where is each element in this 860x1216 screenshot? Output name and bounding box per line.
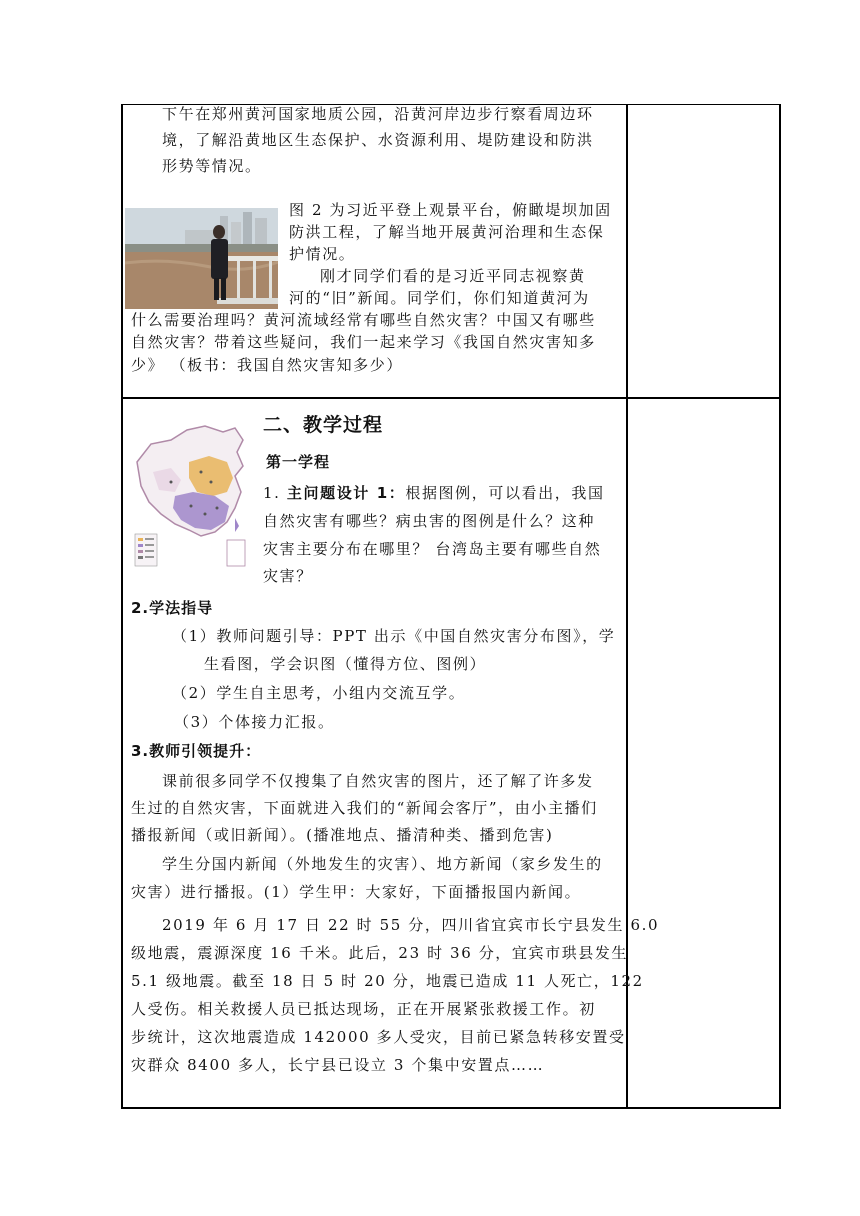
photo-caption-line-2: 防洪工程，了解当地开展黄河治理和生态保 [289,223,605,241]
photo-caption-line-3: 护情况。 [289,245,356,263]
teacher-line-2: 生过的自然灾害，下面就进入我们的“新闻会客厅”，由小主播们 [131,799,598,817]
teacher-line-6: 2019 年 6 月 17 日 22 时 55 分，四川省宜宾市长宁县发生 6.0 [162,916,660,934]
method-heading: 2.学法指导 [131,599,214,617]
china-disaster-map-image [131,422,251,570]
row1-line-3: 形势等情况。 [162,157,262,175]
question-text: 根据图例，可以看出，我国 [405,484,605,502]
inspection-photo-image [125,208,278,309]
teacher-line-1: 课前很多同学不仅搜集了自然灾害的图片，还了解了许多发 [162,772,594,790]
method-item-1-cont: 生看图，学会识图（懂得方位、图例） [204,655,487,673]
table-row-divider [121,397,781,399]
photo-caption-line-1: 图 2 为习近平登上观景平台，俯瞰堤坝加固 [289,201,612,219]
row1-body-line-3: 自然灾害？带着这些疑问，我们一起来学习《我国自然灾害知多 [131,333,596,351]
main-question-line-2: 自然灾害有哪些？病虫害的图例是什么？这种 [263,512,596,530]
photo-caption-line-4: 刚才同学们看的是习近平同志视察黄 [320,267,586,285]
table-right-border [779,104,781,1109]
row1-line-1: 下午在郑州黄河国家地质公园，沿黄河岸边步行察看周边环 [162,105,594,123]
teacher-line-8: 5.1 级地震。截至 18 日 5 时 20 分，地震已造成 11 人死亡，122 [131,972,644,990]
method-item-3: （3）个体接力汇报。 [174,713,335,731]
teacher-line-9: 人受伤。相关救援人员已抵达现场，正在开展紧张救援工作。初 [131,1000,596,1018]
section-title: 二、教学过程 [263,414,384,436]
main-question-line-1 [263,480,605,506]
china-disaster-map [131,422,251,570]
teacher-line-10: 步统计，这次地震造成 142000 多人受灾，目前已紧急转移安置受 [131,1028,626,1046]
row1-line-2: 境，了解沿黄地区生态保护、水资源利用、堤防建设和防洪 [162,131,594,149]
question-number: 1. [263,484,287,502]
subsection-title: 第一学程 [266,453,331,471]
teacher-heading: 3.教师引领提升： [131,742,262,760]
row1-body-line-4: 少》 （板书：我国自然灾害知多少） [131,356,403,374]
row1-body-line-1: 河的“旧”新闻。同学们，你们知道黄河为 [289,289,590,307]
inspection-photo [125,208,278,309]
method-item-2: （2）学生自主思考，小组内交流互学。 [172,684,466,702]
row1-body-line-2: 什么需要治理吗？黄河流域经常有哪些自然灾害？中国又有哪些 [131,311,596,329]
teacher-line-3: 播报新闻（或旧新闻）。(播准地点、播清种类、播到危害) [131,826,554,844]
teacher-line-4: 学生分国内新闻（外地发生的灾害）、地方新闻（家乡发生的 [162,855,603,873]
main-question-line-4: 灾害？ [263,567,313,585]
table-bottom-border [121,1107,781,1109]
table-left-border [121,104,123,1109]
question-label: 主问题设计 1： [286,484,406,502]
method-item-1: （1）教师问题引导：PPT 出示《中国自然灾害分布图》，学 [172,627,616,645]
main-question-line-3: 灾害主要分布在哪里？ 台湾岛主要有哪些自然 [263,540,602,558]
teacher-line-5: 灾害）进行播报。(1）学生甲：大家好，下面播报国内新闻。 [131,883,582,901]
teacher-line-7: 级地震，震源深度 16 千米。此后，23 时 36 分，宜宾市珙县发生 [131,944,629,962]
teacher-line-11: 灾群众 8400 多人，长宁县已设立 3 个集中安置点…… [131,1056,545,1074]
